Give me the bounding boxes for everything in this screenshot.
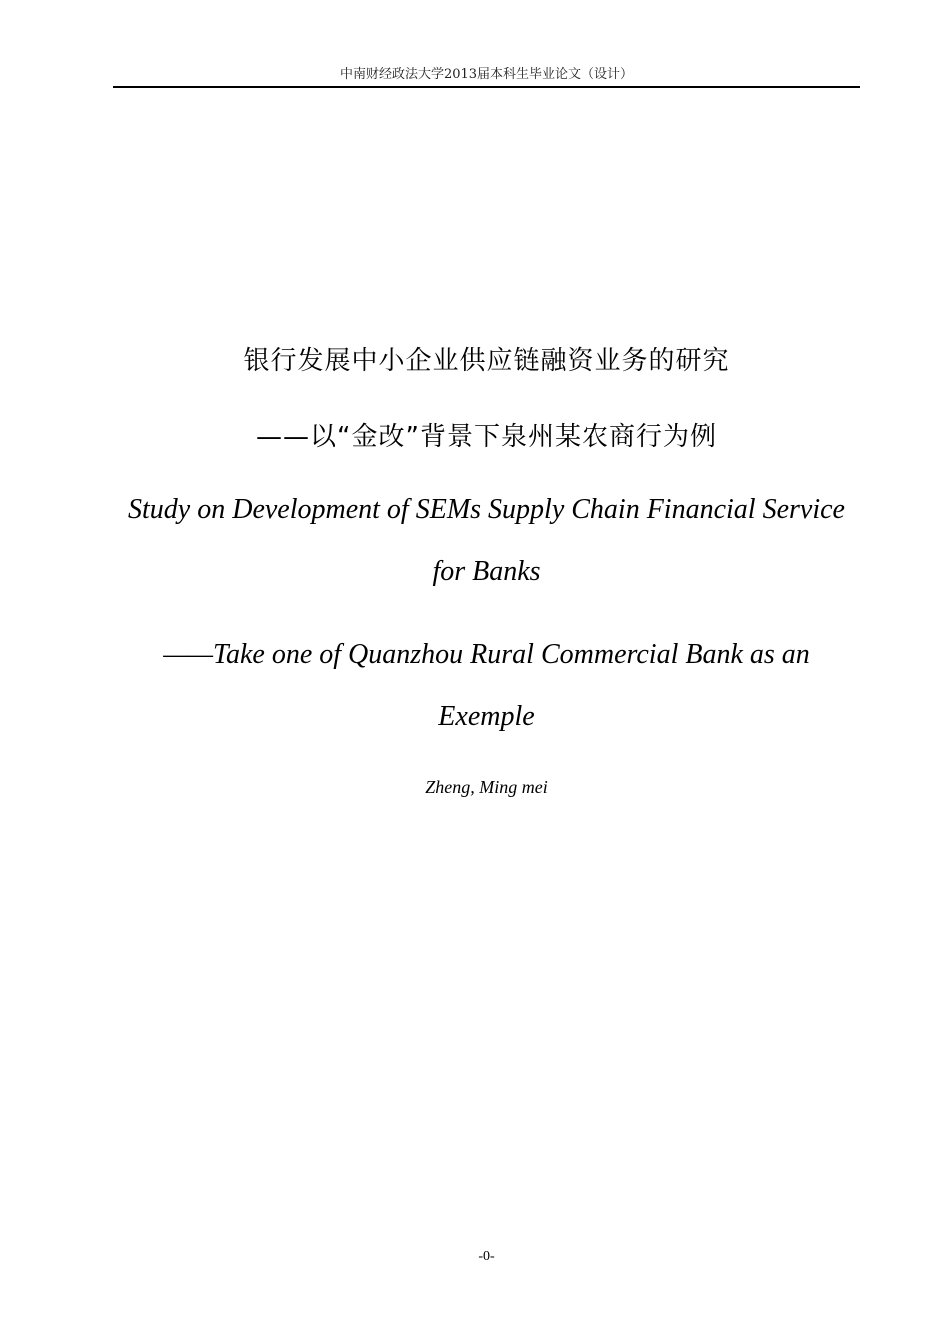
header-rule (113, 86, 860, 88)
chinese-subtitle: ——以“金改”背景下泉州某农商行为例 (256, 422, 717, 452)
english-subtitle-line-2: Exemple (438, 701, 535, 732)
running-header: 中南财经政法大学2013届本科生毕业论文（设计） (339, 67, 634, 82)
author-name: Zheng, Ming mei (425, 777, 548, 797)
english-title-line-1: Study on Development of SEMs Supply Chain Financial Service (128, 494, 845, 525)
english-subtitle-line-1: ——Take one of Quanzhou Rural Commercial Bank as an (163, 639, 810, 670)
chinese-title: 银行发展中小企业供应链融资业务的研究 (243, 346, 730, 376)
page-number: -0- (478, 1249, 495, 1264)
english-title-line-2: for Banks (432, 556, 541, 587)
